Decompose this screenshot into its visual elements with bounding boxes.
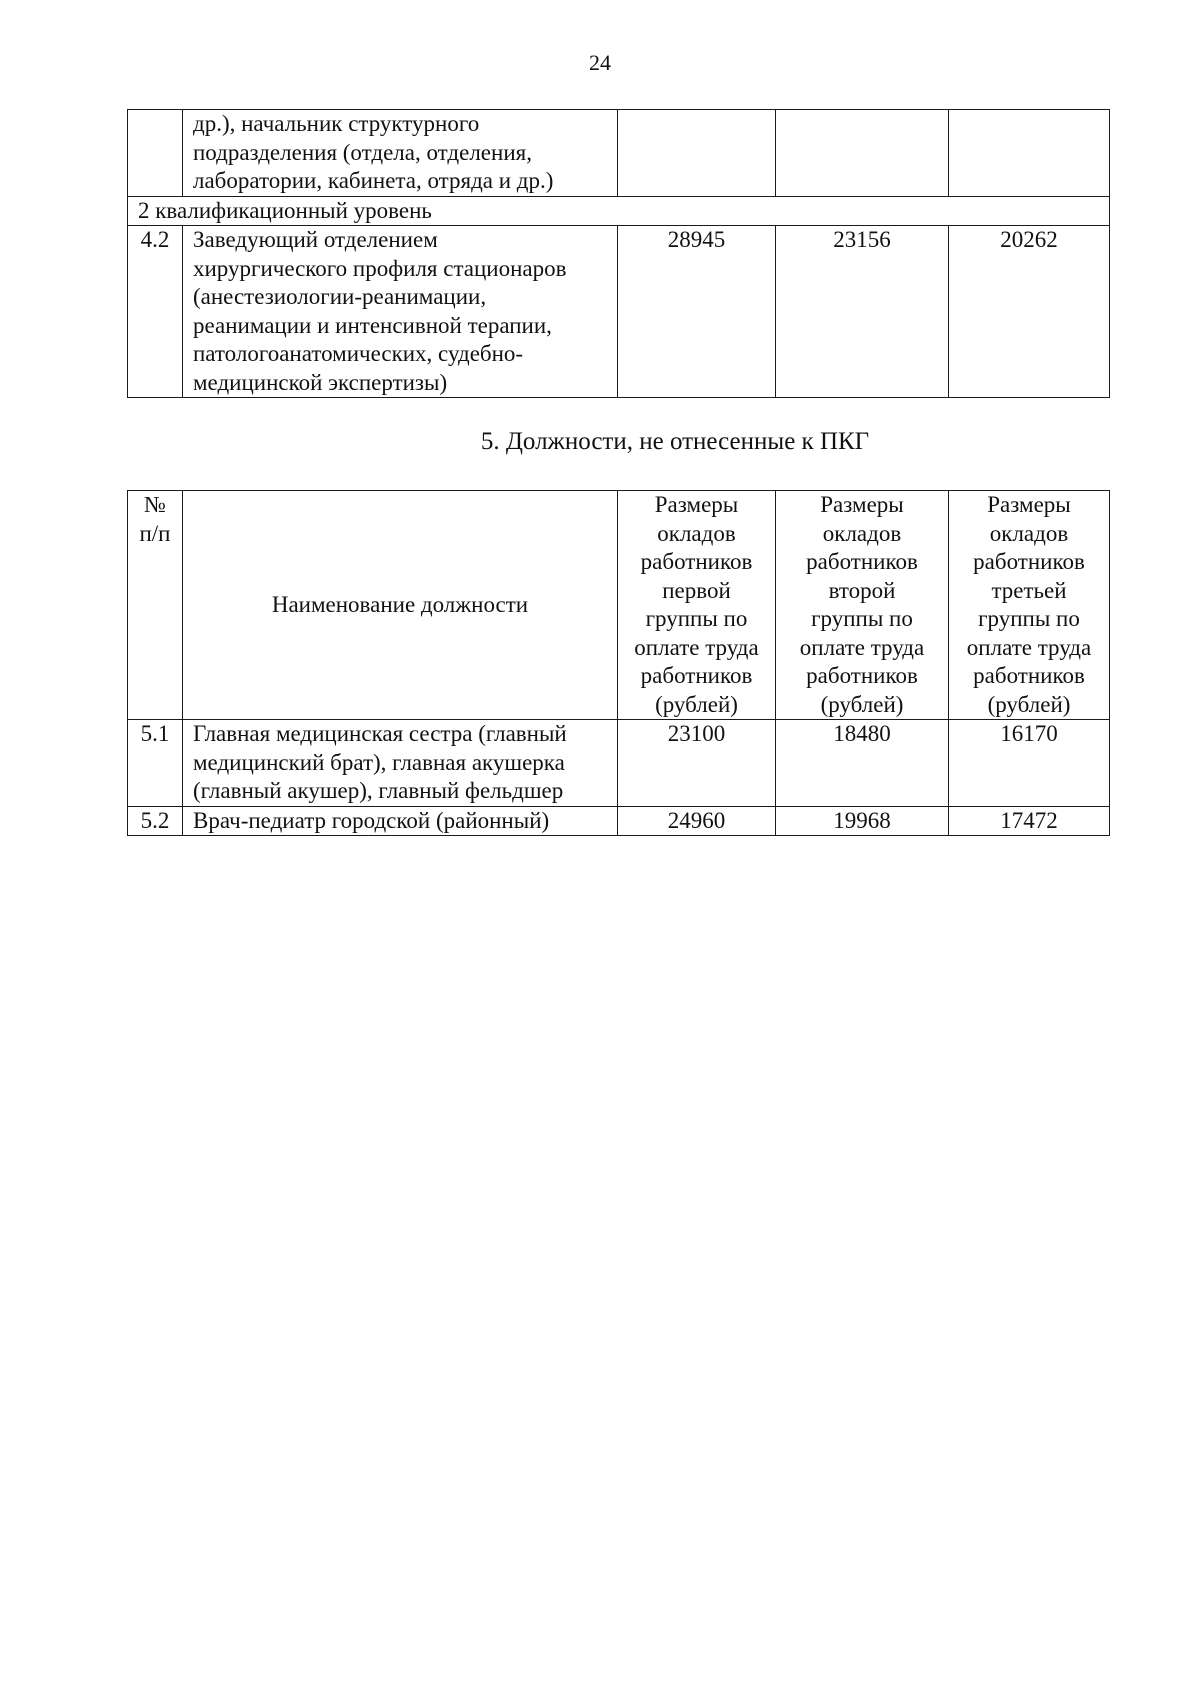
value-cell: 19968 <box>776 806 949 836</box>
num-cell: 5.2 <box>128 806 183 836</box>
name-cell: Главная медицинская сестра (главный медицинский брат), главная акушерка (главный акушер), главный фельдшер <box>183 720 618 807</box>
name-cell: Врач-педиатр городской (районный) <box>183 806 618 836</box>
name-cell: Заведующий отделением хирургического профиля стационаров (анестезиологии-реанимации, реанимации и интенсивной терапии, патологоанатомических, судебно- медицинской экспертизы) <box>183 226 618 398</box>
page-number: 24 <box>589 50 611 75</box>
table-row <box>128 196 1110 226</box>
num-cell <box>128 110 183 197</box>
table-row <box>128 226 1110 398</box>
value-cell: 20262 <box>949 226 1110 398</box>
header-col2: Размеры окладов работников второй группы по оплате труда работников (рублей) <box>776 491 949 720</box>
value-cell: 24960 <box>618 806 776 836</box>
header-name: Наименование должности <box>183 491 618 720</box>
value-cell <box>949 110 1110 197</box>
value-cell: 18480 <box>776 720 949 807</box>
section-title: 5. Должности, не отнесенные к ПКГ <box>480 428 870 455</box>
value-cell: 23156 <box>776 226 949 398</box>
value-cell: 28945 <box>618 226 776 398</box>
value-cell: 23100 <box>618 720 776 807</box>
value-cell <box>776 110 949 197</box>
num-cell: 5.1 <box>128 720 183 807</box>
header-col3: Размеры окладов работников третьей группы по оплате труда работников (рублей) <box>949 491 1110 720</box>
value-cell: 16170 <box>949 720 1110 807</box>
num-cell: 4.2 <box>128 226 183 398</box>
table-header-row <box>128 491 1110 720</box>
table-row <box>128 806 1110 836</box>
value-cell: 17472 <box>949 806 1110 836</box>
header-num: № п/п <box>128 491 183 720</box>
top-table <box>127 109 1110 398</box>
table-row <box>128 110 1110 197</box>
name-cell: др.), начальник структурного подразделения (отдела, отделения, лаборатории, кабинета, отряда и др.) <box>183 110 618 197</box>
header-col1: Размеры окладов работников первой группы по оплате труда работников (рублей) <box>618 491 776 720</box>
qualification-level: 2 квалификационный уровень <box>128 196 1110 226</box>
bottom-table <box>127 490 1110 836</box>
value-cell <box>618 110 776 197</box>
table-row <box>128 720 1110 807</box>
